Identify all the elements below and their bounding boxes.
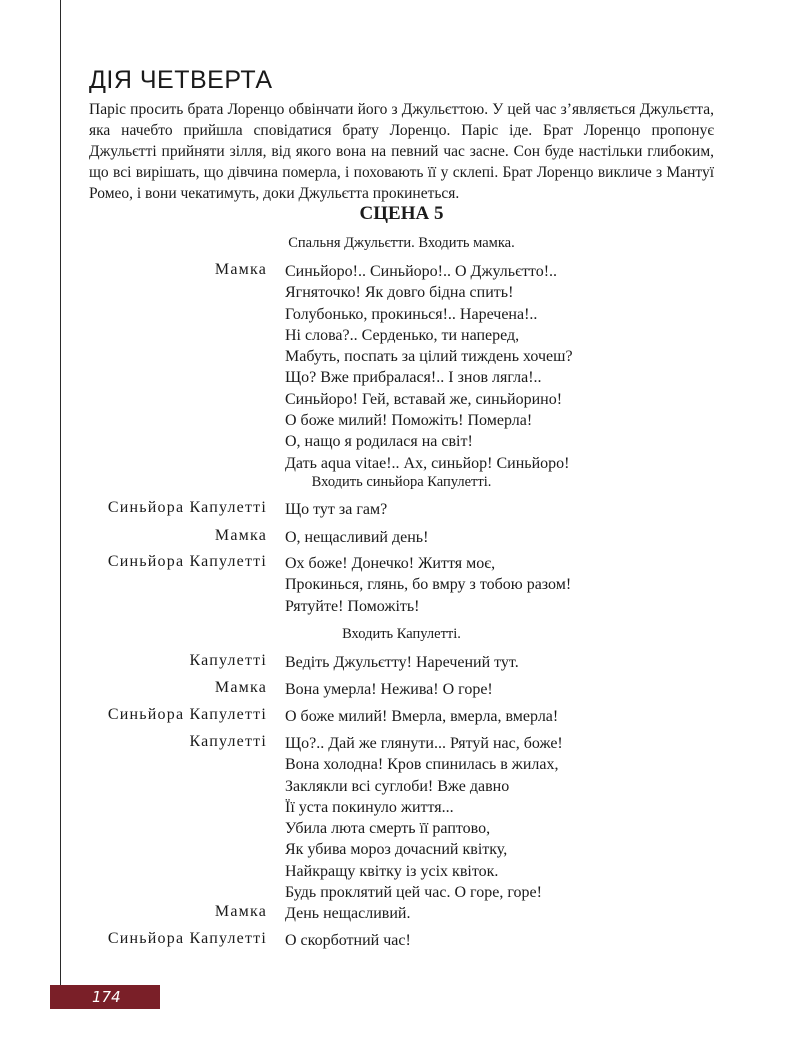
speech-lines [285, 261, 715, 474]
verse-line: Що?.. Дай же глянути... Рятуй нас, боже! [285, 735, 563, 752]
stage-direction: Входить синьйора Капулетті. [311, 474, 492, 490]
stage-direction: Входить Капулетті. [342, 626, 461, 642]
verse-line: Її уста покинуло життя... [285, 798, 454, 816]
verse-line: День нещасливий. [285, 905, 411, 922]
verse-line: Що? Вже прибралася!.. І знов лягла!.. [285, 369, 542, 387]
speech-lines [285, 652, 715, 673]
verse-line: Як убива мороз дочасний квітку, [285, 841, 508, 859]
verse-line: Голубонько, прокинься!.. Наречена!.. [285, 305, 538, 323]
verse-line: Рятуйте! Поможіть! [285, 597, 420, 615]
speaker-name: Капулетті [189, 652, 267, 669]
verse-line: О, нащо я родилася на світ! [285, 433, 473, 451]
verse-line: Заклякли всі суглоби! Вже давно [285, 777, 510, 795]
speech-lines [285, 553, 715, 617]
verse-line: Що тут за гам? [285, 501, 388, 518]
verse-line: О боже милий! Вмерла, вмерла, вмерла! [285, 708, 559, 725]
speaker-name: Мамка [214, 903, 267, 920]
speaker-name: Синьйора Капулетті [107, 553, 267, 570]
verse-line: Дать aqua vitae!.. Ах, синьйор! Синьйоро! [285, 454, 570, 472]
page-margin-rule [60, 0, 61, 1000]
act-title: ДІЯ ЧЕТВЕРТА [89, 66, 273, 94]
stage-direction: Спальня Джульєтти. Входить мамка. [288, 235, 515, 251]
speaker-name: Мамка [214, 261, 267, 278]
verse-line: Мабуть, поспать за цілий тиждень хочеш? [285, 348, 573, 366]
verse-line: Будь проклятий цей час. О горе, горе! [285, 884, 542, 902]
verse-line: Найкращу квітку із усіх квіток. [285, 862, 499, 880]
speech-lines [285, 733, 715, 903]
verse-line: Синьйоро!.. Синьйоро!.. О Джульєтто!.. [285, 263, 558, 280]
speaker-name: Мамка [214, 679, 267, 696]
scene-title: СЦЕНА 5 [359, 203, 444, 224]
speech-lines [285, 499, 715, 520]
speaker-name: Мамка [214, 527, 267, 544]
speech-lines [285, 903, 715, 924]
speech-lines [285, 930, 715, 951]
speech-lines [285, 679, 715, 700]
speaker-name: Синьйора Капулетті [107, 706, 267, 723]
verse-line: Ох боже! Донечко! Життя моє, [285, 555, 496, 572]
page-number: 174 [50, 985, 160, 1009]
verse-line: Убила люта смерть її раптово, [285, 820, 491, 838]
speaker-name: Синьйора Капулетті [107, 930, 267, 947]
speech-lines [285, 527, 715, 548]
verse-line: О скорботний час! [285, 932, 411, 949]
verse-line: О, нещасливий день! [285, 529, 429, 546]
speaker-name: Капулетті [189, 733, 267, 750]
speech-lines [285, 706, 715, 727]
verse-line: Ведіть Джульєтту! Наречений тут. [285, 654, 519, 671]
verse-line: Вона умерла! Нежива! О горе! [285, 681, 493, 698]
verse-line: Прокинься, глянь, бо вмру з тобою разом! [285, 576, 572, 594]
verse-line: Синьйоро! Гей, вставай же, синьйорино! [285, 390, 563, 408]
verse-line: Ягняточко! Як довго бідна спить! [285, 284, 514, 302]
act-summary: Паріс просить брата Лоренцо обвінчати його з Джульєттою. У цей час з’являється Джульєтта, яка начебто прийшла сповідатися брату Лоренцо. Паріс іде. Брат Лоренцо пропонує Джульєтті прийняти зілля, від якого вона на певний час засне. Сон буде настільки глибоким, що всі вирішать, що дівчина померла, і поховають її у склепі. Брат Лоренцо викличе з Мантуї Ромео, і вони чекатимуть, доки Джульєтта прокинеться. [89, 101, 714, 202]
verse-line: О боже милий! Поможіть! Померла! [285, 412, 533, 430]
verse-line: Вона холодна! Кров спинилась в жилах, [285, 756, 559, 774]
verse-line: Ні слова?.. Серденько, ти наперед, [285, 326, 520, 344]
speaker-name: Синьйора Капулетті [107, 499, 267, 516]
